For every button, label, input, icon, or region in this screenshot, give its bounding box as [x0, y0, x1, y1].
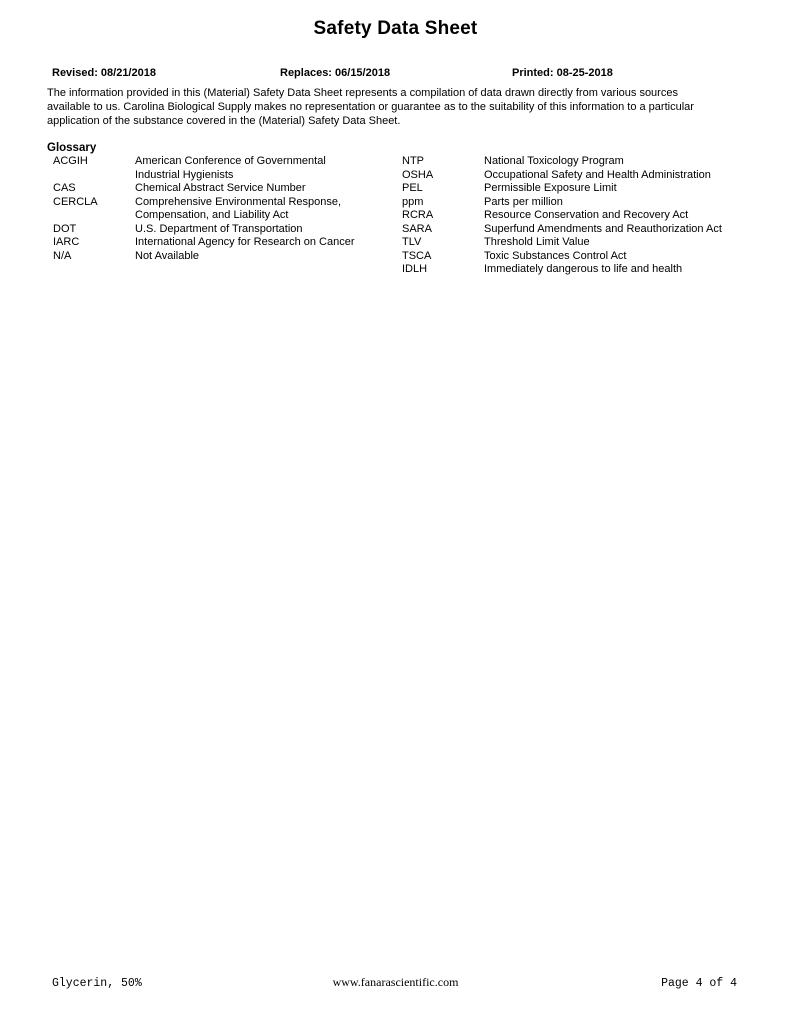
glossary-definition	[484, 209, 747, 223]
glossary-heading: Glossary	[47, 142, 97, 154]
glossary-abbr: RCRA	[402, 209, 434, 221]
intro-line: application of the substance covered in the (Material) Safety Data Sheet.	[47, 115, 401, 127]
definition-line: Parts per million	[484, 195, 563, 208]
definition-line: Compensation, and Liability Act	[135, 209, 289, 221]
glossary-abbr: TLV	[402, 236, 422, 248]
glossary-row	[402, 263, 747, 277]
definition-line: Resource Conservation and Recovery Act	[484, 209, 689, 221]
intro-line: The information provided in this (Material) Safety Data Sheet represents a compilation of data drawn directly from various sources	[47, 87, 678, 99]
glossary-abbr: TSCA	[402, 249, 432, 262]
glossary-definition	[135, 223, 383, 237]
glossary-abbr: NTP	[402, 155, 424, 167]
footer-page-number: Page 4 of 4	[661, 977, 737, 990]
glossary-row	[402, 155, 747, 169]
glossary-row	[53, 196, 383, 223]
glossary-definition	[135, 155, 383, 182]
intro-line: available to us. Carolina Biological Supply makes no representation or guarantee as to the suitability of this information to a particular	[47, 101, 694, 113]
glossary-abbr: PEL	[402, 182, 423, 194]
definition-line: Industrial Hygienists	[135, 168, 234, 181]
glossary-definition	[484, 263, 747, 277]
glossary-definition	[135, 236, 383, 250]
glossary-abbr: DOT	[53, 222, 77, 235]
glossary-row	[402, 196, 747, 210]
document-title: Safety Data Sheet	[313, 18, 478, 39]
footer-website: www.fanarascientific.com	[332, 975, 459, 989]
definition-line: Occupational Safety and Health Administration	[484, 168, 711, 181]
definition-line: Superfund Amendments and Reauthorization Act	[484, 222, 722, 235]
definition-line: Immediately dangerous to life and health	[484, 263, 683, 275]
glossary-definition	[484, 155, 747, 169]
glossary-row	[402, 250, 747, 264]
definition-line: National Toxicology Program	[484, 155, 624, 167]
printed-date: Printed: 08-25-2018	[512, 67, 613, 79]
glossary-row	[53, 223, 383, 237]
glossary-right-column	[402, 155, 747, 277]
definition-line: Permissible Exposure Limit	[484, 182, 617, 194]
glossary-abbr: ppm	[402, 195, 424, 208]
glossary-abbr: ACGIH	[53, 155, 88, 167]
glossary-definition	[484, 169, 747, 183]
glossary-abbr: IARC	[53, 236, 80, 248]
definition-line: Chemical Abstract Service Number	[135, 182, 306, 194]
glossary-abbr: CERCLA	[53, 195, 98, 208]
definition-line: Toxic Substances Control Act	[484, 249, 627, 262]
glossary-row	[53, 236, 383, 250]
footer-product-name: Glycerin, 50%	[52, 977, 142, 990]
definition-line: International Agency for Research on Cancer	[135, 236, 355, 248]
glossary-row	[402, 169, 747, 183]
glossary-definition	[484, 250, 747, 264]
definition-line: Comprehensive Environmental Response,	[135, 195, 342, 208]
glossary-abbr: N/A	[53, 249, 72, 262]
glossary-row	[53, 250, 383, 264]
definition-line: U.S. Department of Transportation	[135, 222, 303, 235]
glossary-row	[53, 155, 383, 182]
glossary-abbr: IDLH	[402, 263, 428, 275]
glossary-abbr: OSHA	[402, 168, 434, 181]
glossary-row	[53, 182, 383, 196]
glossary-definition	[135, 250, 383, 264]
glossary-definition	[484, 223, 747, 237]
definition-line: American Conference of Governmental	[135, 155, 326, 167]
glossary-definition	[484, 236, 747, 250]
definition-line: Not Available	[135, 249, 200, 262]
glossary-left-column	[53, 155, 383, 263]
glossary-row	[402, 182, 747, 196]
replaces-date: Replaces: 06/15/2018	[280, 67, 391, 79]
intro-paragraph	[47, 86, 747, 128]
glossary-abbr: CAS	[53, 182, 76, 194]
glossary-definition	[484, 196, 747, 210]
revised-date: Revised: 08/21/2018	[52, 67, 156, 79]
glossary-row	[402, 209, 747, 223]
definition-line: Threshold Limit Value	[484, 236, 590, 248]
glossary-row	[402, 236, 747, 250]
glossary-abbr: SARA	[402, 222, 432, 235]
glossary-definition	[135, 196, 383, 223]
glossary-definition	[135, 182, 383, 196]
revision-dates	[52, 67, 742, 83]
glossary-row	[402, 223, 747, 237]
glossary-definition	[484, 182, 747, 196]
